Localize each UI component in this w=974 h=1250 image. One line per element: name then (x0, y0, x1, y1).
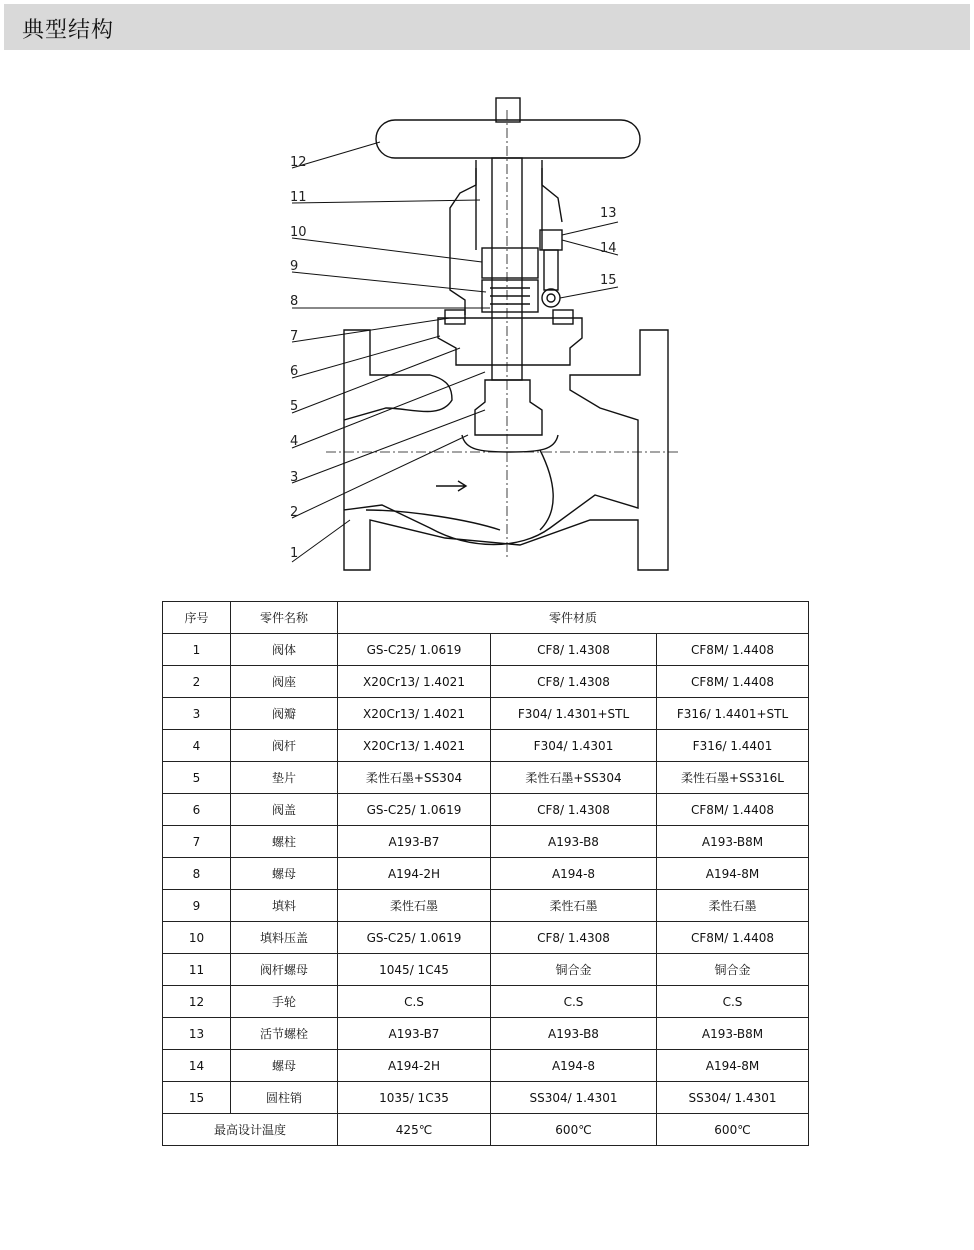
cell-material-2: F304/ 1.4301 (491, 730, 657, 762)
cell-material-2: 柔性石墨 (491, 890, 657, 922)
cell-material-2: CF8/ 1.4308 (491, 666, 657, 698)
disc-shape (475, 380, 542, 435)
cell-no: 6 (163, 794, 231, 826)
table-row (163, 634, 809, 666)
table-row (163, 762, 809, 794)
cell-no: 11 (163, 954, 231, 986)
cell-material-1: A194-2H (338, 1050, 491, 1082)
cell-material-3: 柔性石墨+SS316L (657, 762, 809, 794)
cell-material-3: F316/ 1.4401 (657, 730, 809, 762)
cell-material-3: 铜合金 (657, 954, 809, 986)
table-row (163, 1018, 809, 1050)
cell-material-2: 柔性石墨+SS304 (491, 762, 657, 794)
table-row (163, 922, 809, 954)
cell-material-2: CF8/ 1.4308 (491, 794, 657, 826)
cell-part-name: 垫片 (231, 762, 338, 794)
header-no: 序号 (163, 602, 231, 634)
cell-material-3: 柔性石墨 (657, 890, 809, 922)
cell-no: 8 (163, 858, 231, 890)
table-row (163, 666, 809, 698)
footer-temp-3: 600℃ (657, 1114, 809, 1146)
drawing-label-2: 2 (290, 505, 299, 520)
cell-part-name: 手轮 (231, 986, 338, 1018)
cell-no: 10 (163, 922, 231, 954)
eye-bolt-shape (544, 250, 558, 290)
cell-part-name: 阀盖 (231, 794, 338, 826)
cell-material-1: 柔性石墨 (338, 890, 491, 922)
cell-material-1: X20Cr13/ 1.4021 (338, 730, 491, 762)
cell-part-name: 阀杆螺母 (231, 954, 338, 986)
cell-part-name: 阀体 (231, 634, 338, 666)
cell-no: 5 (163, 762, 231, 794)
cell-part-name: 圆柱销 (231, 1082, 338, 1114)
yoke-right (542, 168, 562, 222)
cell-material-2: C.S (491, 986, 657, 1018)
cell-material-3: CF8M/ 1.4408 (657, 922, 809, 954)
drawing-label-5: 5 (290, 399, 299, 414)
cell-no: 7 (163, 826, 231, 858)
cell-material-2: CF8/ 1.4308 (491, 922, 657, 954)
handwheel-shape (376, 120, 640, 158)
cell-no: 9 (163, 890, 231, 922)
drawing-label-6: 6 (290, 364, 299, 379)
cell-no: 13 (163, 1018, 231, 1050)
cell-material-2: CF8/ 1.4308 (491, 634, 657, 666)
cell-material-3: A193-B8M (657, 1018, 809, 1050)
cell-material-2: A194-8 (491, 1050, 657, 1082)
cell-no: 15 (163, 1082, 231, 1114)
table-row (163, 1050, 809, 1082)
stem-nut-shape (482, 248, 538, 278)
bonnet-shape (438, 318, 582, 365)
drawing-label-4: 4 (290, 434, 299, 449)
cell-part-name: 阀瓣 (231, 698, 338, 730)
drawing-label-11: 11 (290, 190, 307, 205)
flow-arrow (436, 481, 466, 491)
cell-material-1: 1045/ 1C45 (338, 954, 491, 986)
cell-material-2: A193-B8 (491, 1018, 657, 1050)
cell-part-name: 活节螺栓 (231, 1018, 338, 1050)
stud-nut-left (445, 310, 465, 324)
cell-part-name: 阀座 (231, 666, 338, 698)
cell-part-name: 填料压盖 (231, 922, 338, 954)
drawing-label-9: 9 (290, 259, 299, 274)
cell-material-3: F316/ 1.4401+STL (657, 698, 809, 730)
table-row (163, 858, 809, 890)
cell-material-1: 柔性石墨+SS304 (338, 762, 491, 794)
cell-material-1: C.S (338, 986, 491, 1018)
table-row (163, 1082, 809, 1114)
cell-no: 12 (163, 986, 231, 1018)
cell-material-3: CF8M/ 1.4408 (657, 666, 809, 698)
cell-material-1: GS-C25/ 1.0619 (338, 794, 491, 826)
table-header-row (163, 602, 809, 634)
table-footer-row (163, 1114, 809, 1146)
drawing-label-8: 8 (290, 294, 299, 309)
cell-material-2: A194-8 (491, 858, 657, 890)
cell-material-2: F304/ 1.4301+STL (491, 698, 657, 730)
table-row (163, 986, 809, 1018)
cell-part-name: 螺母 (231, 858, 338, 890)
cell-material-3: A194-8M (657, 1050, 809, 1082)
cell-part-name: 填料 (231, 890, 338, 922)
drawing-label-15: 15 (600, 273, 617, 288)
cell-material-2: SS304/ 1.4301 (491, 1082, 657, 1114)
footer-temp-1: 425℃ (338, 1114, 491, 1146)
yoke-inner (476, 160, 542, 250)
stud-nut-right (553, 310, 573, 324)
header-part-name: 零件名称 (231, 602, 338, 634)
cell-part-name: 螺柱 (231, 826, 338, 858)
valve-cross-section-drawing (270, 90, 690, 575)
drawing-label-3: 3 (290, 470, 299, 485)
cell-material-3: CF8M/ 1.4408 (657, 794, 809, 826)
cell-material-3: CF8M/ 1.4408 (657, 634, 809, 666)
seat-shape (462, 435, 558, 452)
cell-no: 14 (163, 1050, 231, 1082)
drawing-label-14: 14 (600, 241, 617, 256)
cell-material-2: 铜合金 (491, 954, 657, 986)
handwheel-nut-shape (496, 98, 520, 122)
table-row (163, 698, 809, 730)
table-row (163, 826, 809, 858)
table-row (163, 794, 809, 826)
footer-temp-2: 600℃ (491, 1114, 657, 1146)
cell-material-3: A193-B8M (657, 826, 809, 858)
cell-material-1: A193-B7 (338, 1018, 491, 1050)
eye-bolt-nut-shape (540, 230, 562, 250)
table-row (163, 954, 809, 986)
body-shape (344, 330, 668, 570)
cell-part-name: 阀杆 (231, 730, 338, 762)
valve-drawing-svg (270, 90, 690, 575)
cell-material-1: A194-2H (338, 858, 491, 890)
cell-material-1: 1035/ 1C35 (338, 1082, 491, 1114)
drawing-label-7: 7 (290, 329, 299, 344)
section-title: 典型结构 (22, 18, 115, 43)
cell-no: 2 (163, 666, 231, 698)
section-header (4, 4, 970, 50)
cell-no: 1 (163, 634, 231, 666)
drawing-label-12: 12 (290, 155, 307, 170)
footer-label: 最高设计温度 (163, 1114, 338, 1146)
parts-material-table (162, 601, 809, 1146)
cell-material-1: X20Cr13/ 1.4021 (338, 666, 491, 698)
pin-shape (542, 289, 560, 307)
cell-material-3: A194-8M (657, 858, 809, 890)
header-material: 零件材质 (338, 602, 809, 634)
drawing-label-10: 10 (290, 225, 307, 240)
cell-material-3: SS304/ 1.4301 (657, 1082, 809, 1114)
cell-material-3: C.S (657, 986, 809, 1018)
cell-material-1: A193-B7 (338, 826, 491, 858)
cell-part-name: 螺母 (231, 1050, 338, 1082)
drawing-label-13: 13 (600, 206, 617, 221)
drawing-label-1: 1 (290, 546, 299, 561)
cell-material-2: A193-B8 (491, 826, 657, 858)
cell-no: 4 (163, 730, 231, 762)
table-row (163, 730, 809, 762)
yoke-left (450, 168, 476, 315)
table-row (163, 890, 809, 922)
cell-material-1: GS-C25/ 1.0619 (338, 922, 491, 954)
cell-material-1: GS-C25/ 1.0619 (338, 634, 491, 666)
cell-material-1: X20Cr13/ 1.4021 (338, 698, 491, 730)
cell-no: 3 (163, 698, 231, 730)
